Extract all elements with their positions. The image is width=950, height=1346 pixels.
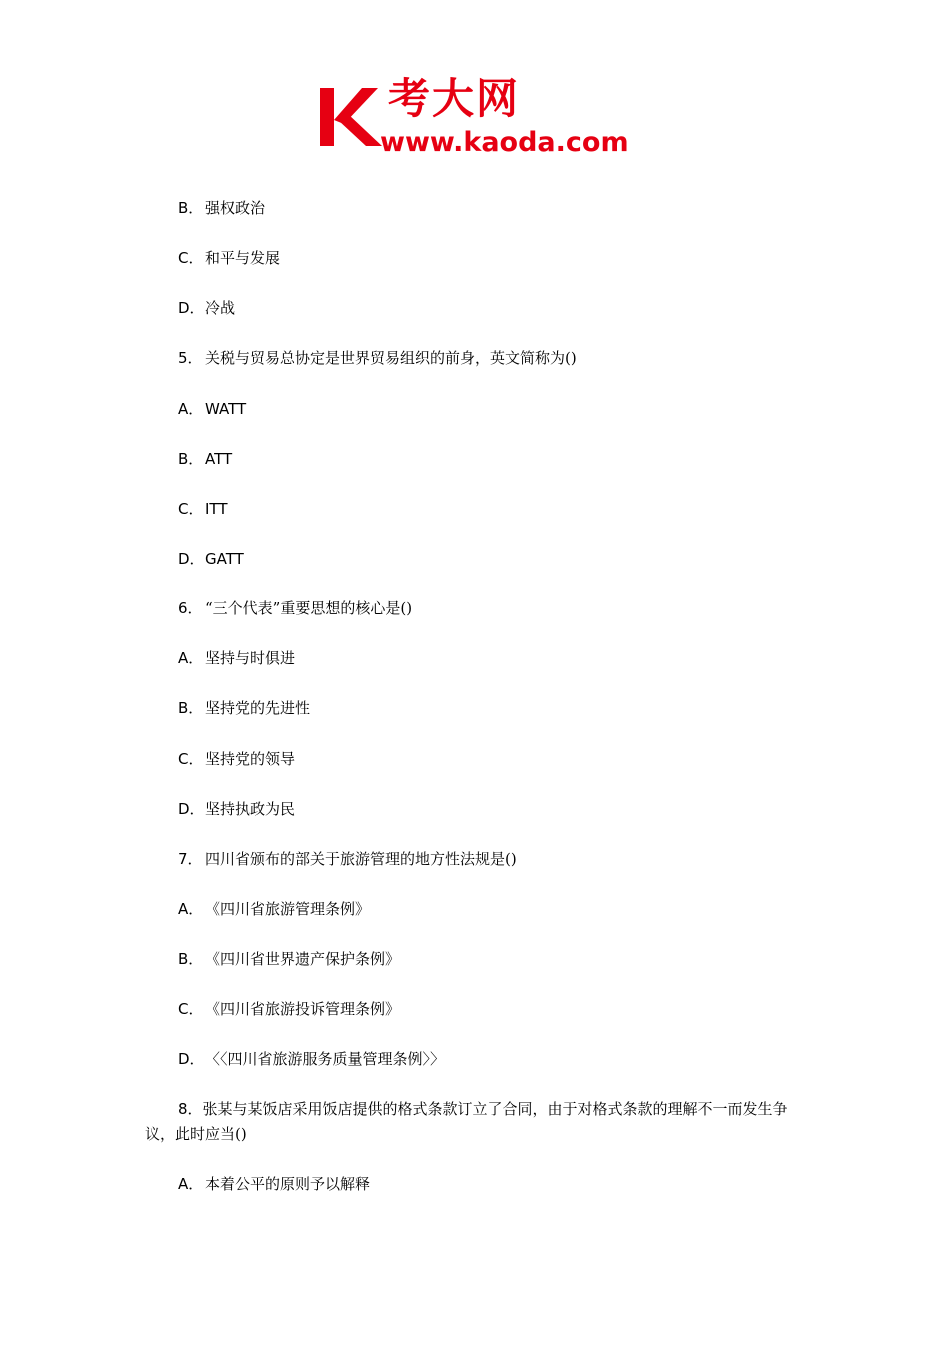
option-line xyxy=(178,897,370,922)
question-number: 6． xyxy=(178,599,203,617)
question-8-paragraph xyxy=(145,1097,815,1147)
question-text: 四川省颁布的部关于旅游管理的地方性法规是() xyxy=(205,850,517,868)
option-line xyxy=(178,497,228,522)
option-label: B． xyxy=(178,699,204,717)
option-text: 和平与发展 xyxy=(205,249,281,267)
question-number: 7． xyxy=(178,850,203,868)
option-line xyxy=(178,397,246,422)
option-text: 《四川省旅游投诉管理条例》 xyxy=(205,1000,401,1018)
option-label: C． xyxy=(178,750,204,768)
option-text: ITT xyxy=(205,500,228,518)
option-label: C． xyxy=(178,249,204,267)
question-text: 张某与某饭店采用饭店提供的格式条款订立了合同，由于对格式条款的理解不一而发生争议，此时应当() xyxy=(145,1100,788,1143)
option-text: ATT xyxy=(205,450,233,468)
option-text: 本着公平的原则予以解释 xyxy=(205,1175,371,1193)
option-text: 《四川省世界遗产保护条例》 xyxy=(205,950,401,968)
option-text: 强权政治 xyxy=(205,199,266,217)
option-label: B． xyxy=(178,199,204,217)
option-line xyxy=(178,1172,370,1197)
option-line xyxy=(178,997,400,1022)
option-line xyxy=(178,747,295,772)
option-label: A． xyxy=(178,1175,204,1193)
option-line xyxy=(178,947,400,972)
option-line xyxy=(178,797,295,822)
question-line xyxy=(178,346,577,371)
option-label: C． xyxy=(178,1000,204,1018)
option-text: 坚持党的领导 xyxy=(205,750,296,768)
option-line xyxy=(178,1047,445,1072)
option-line xyxy=(178,246,280,271)
option-label: A． xyxy=(178,649,204,667)
option-label: D． xyxy=(178,800,205,818)
question-number: 5． xyxy=(178,349,203,367)
option-label: B． xyxy=(178,450,204,468)
k-logo-icon xyxy=(318,84,384,150)
option-label: D． xyxy=(178,550,205,568)
option-text: 《四川省旅游管理条例》 xyxy=(205,900,371,918)
question-text: “三个代表”重要思想的核心是() xyxy=(205,599,413,617)
option-line xyxy=(178,447,232,472)
option-text: 冷战 xyxy=(205,299,236,317)
option-line xyxy=(178,646,295,671)
option-text: 坚持与时俱进 xyxy=(205,649,296,667)
question-number: 8． xyxy=(178,1100,203,1118)
question-text: 关税与贸易总协定是世界贸易组织的前身，英文简称为() xyxy=(205,349,577,367)
logo-url-text: www.kaoda.com xyxy=(380,127,629,158)
option-text: 坚持党的先进性 xyxy=(205,699,311,717)
option-label: B． xyxy=(178,950,204,968)
option-line xyxy=(178,196,265,221)
option-line xyxy=(178,296,235,321)
option-label: D． xyxy=(178,299,205,317)
option-text: GATT xyxy=(205,550,244,568)
option-line xyxy=(178,547,244,572)
option-line xyxy=(178,696,310,721)
option-label: D． xyxy=(178,1050,205,1068)
option-text: 〈〈四川省旅游服务质量管理条例〉〉 xyxy=(205,1050,446,1068)
question-line xyxy=(178,847,517,872)
logo-brand-text: 考大网 xyxy=(388,74,521,123)
kaoda-logo xyxy=(318,74,638,160)
option-text: WATT xyxy=(205,400,247,418)
option-label: A． xyxy=(178,400,204,418)
option-label: A． xyxy=(178,900,204,918)
option-text: 坚持执政为民 xyxy=(205,800,296,818)
question-line xyxy=(178,596,412,621)
option-label: C． xyxy=(178,500,204,518)
